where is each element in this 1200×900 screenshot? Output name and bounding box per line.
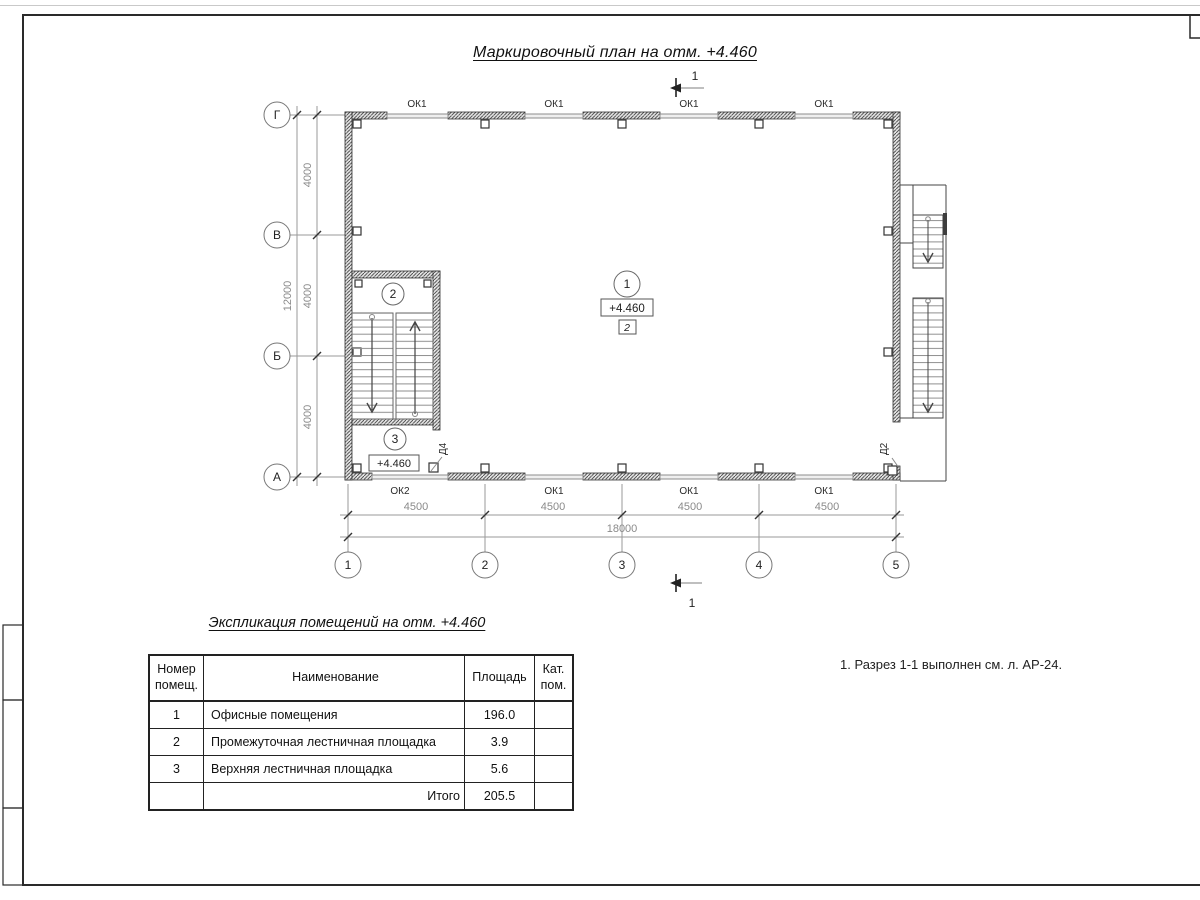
dim-4500-1: 4500 (403, 501, 429, 513)
dim-4500-2: 4500 (540, 501, 566, 513)
dim-18000: 18000 (606, 523, 638, 535)
door-label-d2: Д2 (879, 442, 890, 456)
window-label-top-4: ОК1 (814, 99, 834, 110)
legend-total-empty (149, 783, 204, 811)
door-annotations (431, 442, 899, 471)
legend-header-row (149, 655, 573, 701)
window-label-bottom-3: ОК1 (679, 486, 699, 497)
window-label-top-3: ОК1 (679, 99, 699, 110)
legend-total-cat (535, 783, 574, 811)
room-1-floor-type: 2 (624, 322, 630, 334)
legend-row-3 (149, 756, 573, 783)
legend-row-1 (149, 701, 573, 729)
legend-header-area: Площадь (465, 655, 535, 701)
legend-row-1-area: 196.0 (465, 701, 535, 729)
legend-header-name: Наименование (204, 655, 465, 701)
grid-col-1: 1 (344, 558, 352, 572)
grid-col-5: 5 (892, 558, 900, 572)
dim-4500-4: 4500 (814, 501, 840, 513)
legend-header-cat: Кат. пом. (535, 655, 574, 701)
section-label-top: 1 (691, 69, 699, 83)
window-label-bottom-1: ОК2 (390, 486, 410, 497)
section-marks (670, 69, 704, 610)
legend-total-row (149, 783, 573, 811)
dim-4500-3: 4500 (677, 501, 703, 513)
legend-row-1-number: 1 (149, 701, 204, 729)
window-label-top-2: ОК1 (544, 99, 564, 110)
legend-row-1-cat (535, 701, 574, 729)
dim-4000-1: 4000 (302, 162, 314, 188)
legend-row-2-cat (535, 729, 574, 756)
legend-row-3-name: Верхняя лестничная площадка (204, 756, 465, 783)
grid-row-a: А (272, 470, 282, 484)
legend-title: Экспликация помещений на отм. +4.460 (208, 615, 486, 631)
legend-row-3-number: 3 (149, 756, 204, 783)
external-staircase (900, 185, 947, 481)
window-labels (390, 99, 834, 497)
room-3-elevation: +4.460 (377, 458, 411, 470)
windows (372, 114, 853, 479)
room-3-number: 3 (391, 432, 399, 446)
legend-row-1-name: Офисные помещения (204, 701, 465, 729)
legend-row-3-area: 5.6 (465, 756, 535, 783)
legend-total-label: Итого (204, 783, 465, 811)
room-2-number: 2 (389, 287, 397, 301)
margin-boxes (3, 625, 23, 885)
legend-row-2-area: 3.9 (465, 729, 535, 756)
section-label-bottom: 1 (688, 596, 696, 610)
legend-total-value: 205.5 (465, 783, 535, 811)
general-note: 1. Разрез 1-1 выполнен см. л. АР-24. (840, 657, 1063, 672)
room-1-elevation: +4.460 (609, 303, 645, 315)
legend-row-2-number: 2 (149, 729, 204, 756)
door-label-d4: Д4 (438, 442, 449, 456)
inner-staircase (352, 313, 433, 419)
room-1-number: 1 (623, 277, 631, 291)
window-label-bottom-2: ОК1 (544, 486, 564, 497)
window-label-top-1: ОК1 (407, 99, 427, 110)
grid-col-3: 3 (618, 558, 626, 572)
legend-row-3-cat (535, 756, 574, 783)
grid-col-4: 4 (755, 558, 763, 572)
legend-row-2 (149, 729, 573, 756)
grid-col-2: 2 (481, 558, 489, 572)
grid-row-b: Б (273, 349, 281, 363)
legend-row-2-name: Промежуточная лестничная площадка (204, 729, 465, 756)
dim-4000-2: 4000 (302, 283, 314, 309)
window-label-bottom-4: ОК1 (814, 486, 834, 497)
plan-title: Маркировочный план на отм. +4.460 (473, 44, 757, 61)
dim-12000: 12000 (282, 280, 294, 312)
legend-header-number: Номер помещ. (149, 655, 204, 701)
grid-row-g: Г (273, 108, 281, 122)
legend-table (148, 654, 574, 811)
dim-4000-3: 4000 (302, 404, 314, 430)
grid-row-v: В (272, 228, 282, 242)
